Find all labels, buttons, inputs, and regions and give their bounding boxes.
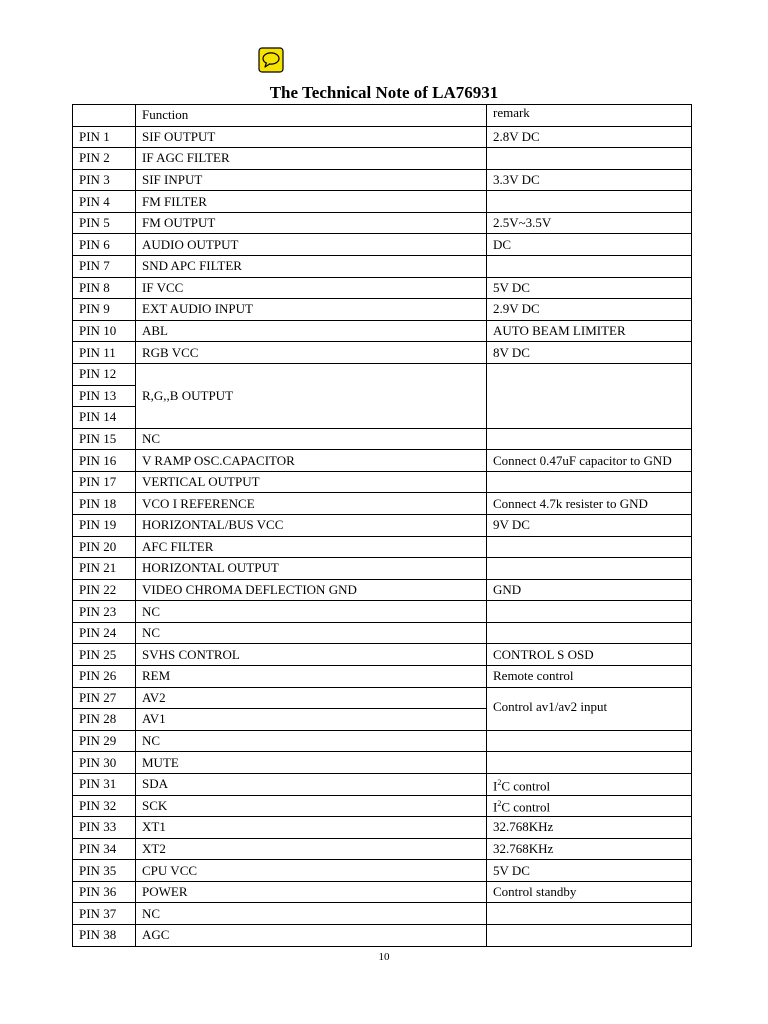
table-row xyxy=(73,536,692,558)
pin-cell: PIN 7 xyxy=(73,256,136,278)
function-cell: XT2 xyxy=(136,838,487,860)
function-cell: IF VCC xyxy=(136,277,487,299)
table-row xyxy=(73,817,692,839)
function-cell: NC xyxy=(136,428,487,450)
remark-cell: CONTROL S OSD xyxy=(487,644,692,666)
table-row xyxy=(73,320,692,342)
function-cell: NC xyxy=(136,730,487,752)
table-row xyxy=(73,299,692,321)
function-cell: EXT AUDIO INPUT xyxy=(136,299,487,321)
function-cell: REM xyxy=(136,666,487,688)
function-cell: AV1 xyxy=(136,709,487,731)
pin-cell: PIN 31 xyxy=(73,773,136,795)
table-row xyxy=(73,752,692,774)
function-cell: R,G,,B OUTPUT xyxy=(136,363,487,428)
remark-cell: $I^2C$ control xyxy=(487,773,692,795)
remark-cell: $I^2C$ control xyxy=(487,795,692,817)
function-cell: XT1 xyxy=(136,817,487,839)
pin-cell: PIN 4 xyxy=(73,191,136,213)
remark-cell xyxy=(487,601,692,623)
pin-cell: PIN 32 xyxy=(73,795,136,817)
function-cell: POWER xyxy=(136,881,487,903)
table-row xyxy=(73,644,692,666)
pin-cell: PIN 8 xyxy=(73,277,136,299)
header-pin-cell xyxy=(73,105,136,127)
function-cell: VIDEO CHROMA DEFLECTION GND xyxy=(136,579,487,601)
pin-cell: PIN 16 xyxy=(73,450,136,472)
table-row xyxy=(73,342,692,364)
pin-cell: PIN 18 xyxy=(73,493,136,515)
document-title: The Technical Note of LA76931 xyxy=(269,83,499,102)
pin-cell: PIN 10 xyxy=(73,320,136,342)
pin-cell: PIN 27 xyxy=(73,687,136,709)
remark-cell: Connect 0.47uF capacitor to GND xyxy=(487,450,692,472)
remark-cell xyxy=(487,558,692,580)
pin-cell: PIN 23 xyxy=(73,601,136,623)
remark-cell: 2.9V DC xyxy=(487,299,692,321)
table-row xyxy=(73,924,692,946)
remark-cell: Remote control xyxy=(487,666,692,688)
pin-cell: PIN 20 xyxy=(73,536,136,558)
table-row xyxy=(73,277,692,299)
pin-cell: PIN 14 xyxy=(73,407,136,429)
remark-cell xyxy=(487,903,692,925)
pin-cell: PIN 6 xyxy=(73,234,136,256)
remark-cell: Connect 4.7k resister to GND xyxy=(487,493,692,515)
table-row xyxy=(73,622,692,644)
function-cell: NC xyxy=(136,622,487,644)
pin-cell: PIN 34 xyxy=(73,838,136,860)
function-cell: AFC FILTER xyxy=(136,536,487,558)
table-row xyxy=(73,687,692,709)
table-row xyxy=(73,795,692,817)
table-row xyxy=(73,514,692,536)
pin-function-table xyxy=(72,104,692,947)
pin-cell: PIN 3 xyxy=(73,169,136,191)
remark-cell: DC xyxy=(487,234,692,256)
remark-cell xyxy=(487,622,692,644)
function-cell: V RAMP OSC.CAPACITOR xyxy=(136,450,487,472)
remark-cell xyxy=(487,471,692,493)
table-row xyxy=(73,363,692,385)
remark-cell: 5V DC xyxy=(487,860,692,882)
pin-cell: PIN 5 xyxy=(73,212,136,234)
remark-cell xyxy=(487,924,692,946)
pin-cell: PIN 15 xyxy=(73,428,136,450)
pin-cell: PIN 33 xyxy=(73,817,136,839)
function-cell: SDA xyxy=(136,773,487,795)
table-row xyxy=(73,881,692,903)
function-cell: VERTICAL OUTPUT xyxy=(136,471,487,493)
function-cell: SCK xyxy=(136,795,487,817)
function-cell: VCO I REFERENCE xyxy=(136,493,487,515)
remark-cell: GND xyxy=(487,579,692,601)
function-cell: SND APC FILTER xyxy=(136,256,487,278)
remark-cell xyxy=(487,363,692,428)
remark-cell: 32.768KHz xyxy=(487,817,692,839)
function-cell: FM FILTER xyxy=(136,191,487,213)
pin-cell: PIN 35 xyxy=(73,860,136,882)
header-remark-cell: remark xyxy=(487,105,692,127)
remark-cell xyxy=(487,191,692,213)
remark-cell xyxy=(487,536,692,558)
function-cell: ABL xyxy=(136,320,487,342)
table-row xyxy=(73,666,692,688)
pin-cell: PIN 28 xyxy=(73,709,136,731)
table-header-row xyxy=(73,105,692,127)
table-row xyxy=(73,471,692,493)
function-cell: RGB VCC xyxy=(136,342,487,364)
remark-cell: 8V DC xyxy=(487,342,692,364)
table-row xyxy=(73,903,692,925)
remark-cell xyxy=(487,730,692,752)
remark-cell: 2.8V DC xyxy=(487,126,692,148)
table-row xyxy=(73,493,692,515)
function-cell: HORIZONTAL OUTPUT xyxy=(136,558,487,580)
pin-cell: PIN 13 xyxy=(73,385,136,407)
table-row xyxy=(73,579,692,601)
table-row xyxy=(73,428,692,450)
function-cell: MUTE xyxy=(136,752,487,774)
function-cell: SIF OUTPUT xyxy=(136,126,487,148)
remark-cell: 2.5V~3.5V xyxy=(487,212,692,234)
remark-cell: 9V DC xyxy=(487,514,692,536)
remark-cell: Control standby xyxy=(487,881,692,903)
table-row xyxy=(73,234,692,256)
pin-cell: PIN 21 xyxy=(73,558,136,580)
pin-cell: PIN 12 xyxy=(73,363,136,385)
function-cell: SIF INPUT xyxy=(136,169,487,191)
table-row xyxy=(73,558,692,580)
remark-cell: 5V DC xyxy=(487,277,692,299)
function-cell: FM OUTPUT xyxy=(136,212,487,234)
page-number: 10 xyxy=(378,951,390,963)
remark-cell xyxy=(487,752,692,774)
pin-cell: PIN 11 xyxy=(73,342,136,364)
table-row xyxy=(73,450,692,472)
table-row xyxy=(73,773,692,795)
table-row xyxy=(73,191,692,213)
table-row xyxy=(73,860,692,882)
pin-cell: PIN 29 xyxy=(73,730,136,752)
pin-cell: PIN 37 xyxy=(73,903,136,925)
pin-cell: PIN 36 xyxy=(73,881,136,903)
function-cell: IF AGC FILTER xyxy=(136,148,487,170)
remark-cell: 3.3V DC xyxy=(487,169,692,191)
remark-cell xyxy=(487,148,692,170)
remark-cell: 32.768KHz xyxy=(487,838,692,860)
table-row xyxy=(73,169,692,191)
pin-cell: PIN 38 xyxy=(73,924,136,946)
table-row xyxy=(73,838,692,860)
pin-cell: PIN 17 xyxy=(73,471,136,493)
function-cell: AV2 xyxy=(136,687,487,709)
function-cell: NC xyxy=(136,903,487,925)
function-cell: AGC xyxy=(136,924,487,946)
table-row xyxy=(73,148,692,170)
pin-cell: PIN 1 xyxy=(73,126,136,148)
pin-cell: PIN 30 xyxy=(73,752,136,774)
table-row xyxy=(73,126,692,148)
pin-cell: PIN 9 xyxy=(73,299,136,321)
function-cell: HORIZONTAL/BUS VCC xyxy=(136,514,487,536)
header-function-cell: Function xyxy=(136,105,487,127)
table-row xyxy=(73,730,692,752)
pin-cell: PIN 2 xyxy=(73,148,136,170)
function-cell: NC xyxy=(136,601,487,623)
remark-cell xyxy=(487,428,692,450)
remark-cell: AUTO BEAM LIMITER xyxy=(487,320,692,342)
function-cell: CPU VCC xyxy=(136,860,487,882)
pin-cell: PIN 19 xyxy=(73,514,136,536)
function-cell: SVHS CONTROL xyxy=(136,644,487,666)
pin-cell: PIN 26 xyxy=(73,666,136,688)
remark-cell xyxy=(487,256,692,278)
pin-cell: PIN 25 xyxy=(73,644,136,666)
pin-cell: PIN 24 xyxy=(73,622,136,644)
function-cell: AUDIO OUTPUT xyxy=(136,234,487,256)
comment-note-icon[interactable] xyxy=(258,47,284,73)
table-row xyxy=(73,601,692,623)
table-row xyxy=(73,212,692,234)
table-row xyxy=(73,256,692,278)
remark-cell: Control av1/av2 input xyxy=(487,687,692,730)
pin-cell: PIN 22 xyxy=(73,579,136,601)
